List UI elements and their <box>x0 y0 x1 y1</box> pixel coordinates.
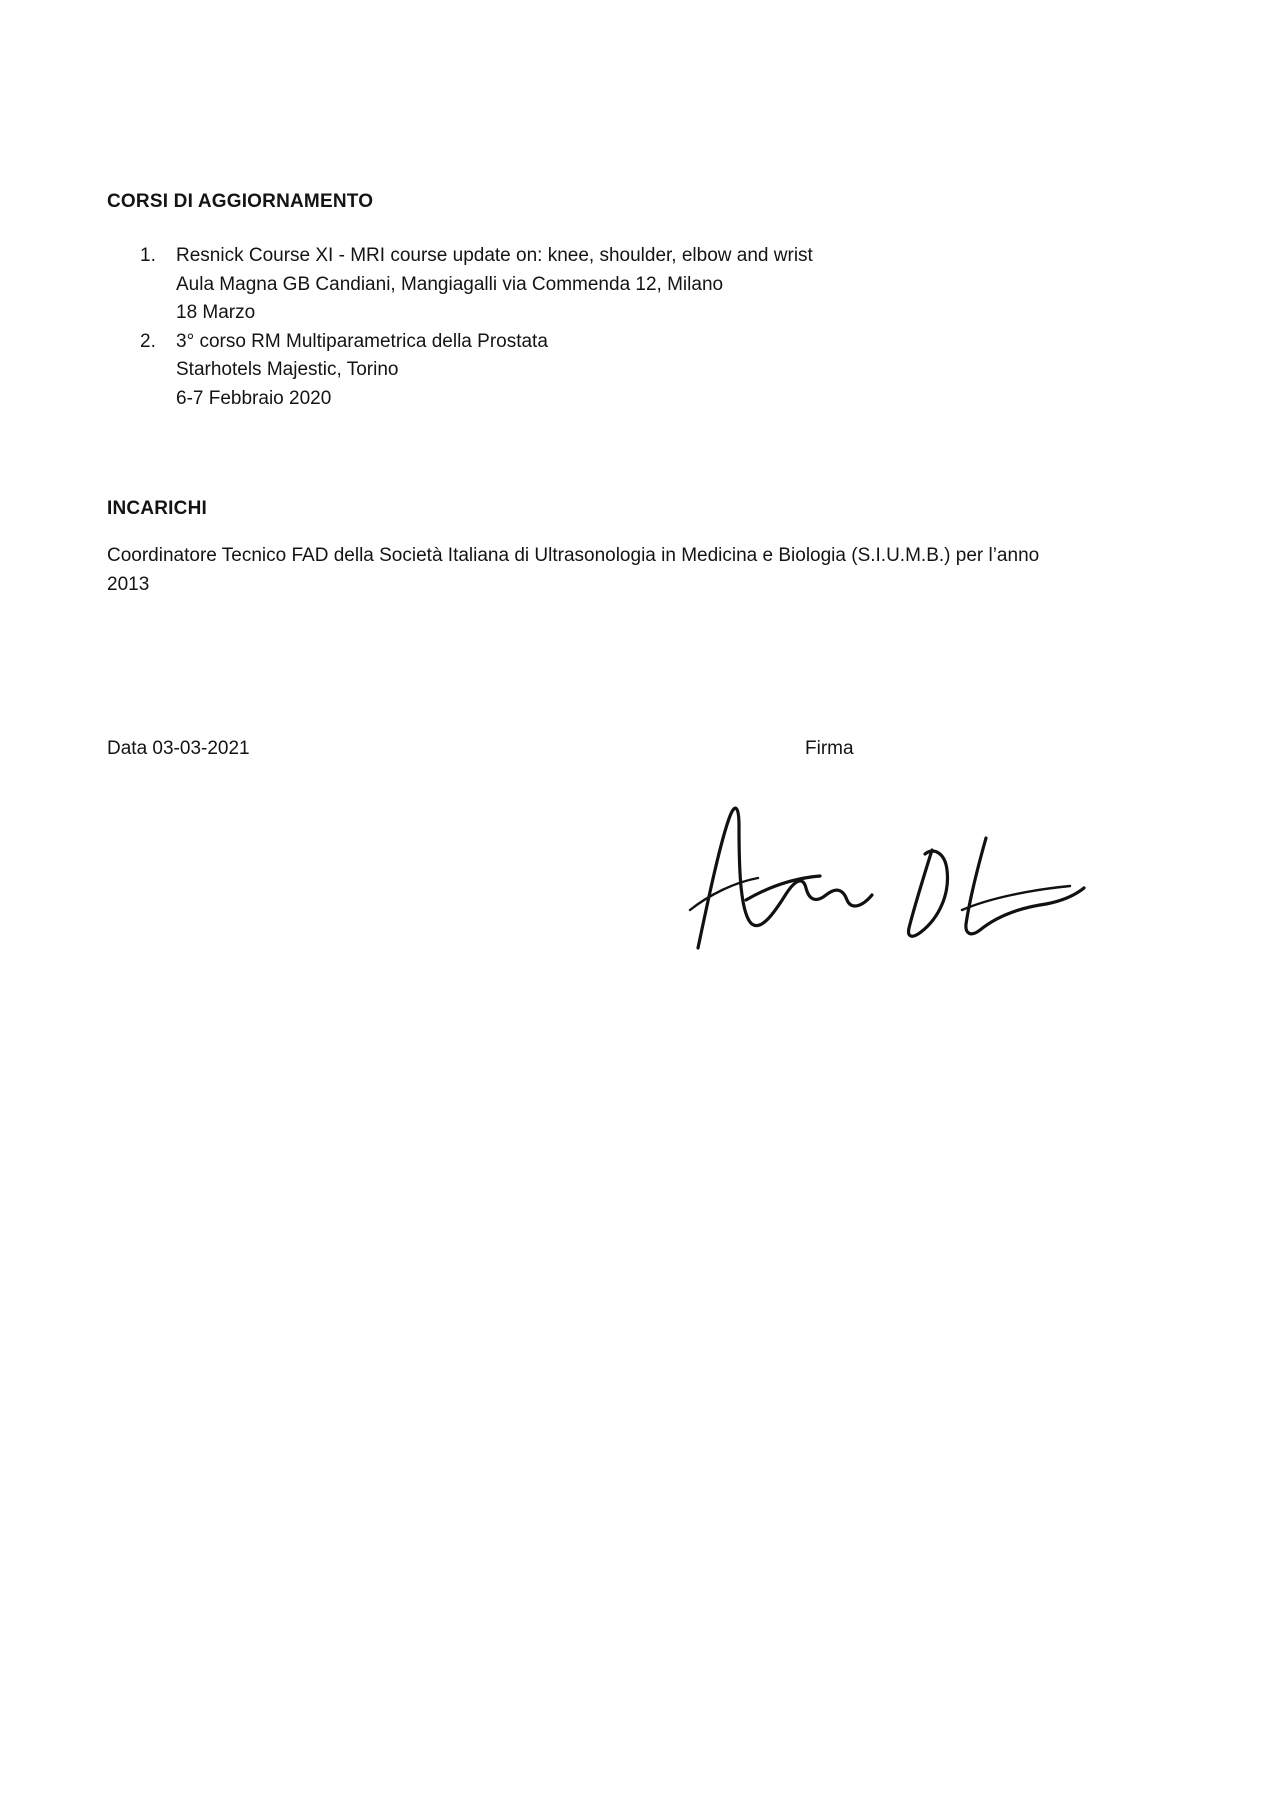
course-venue: Aula Magna GB Candiani, Mangiagalli via Commenda 12, Milano <box>176 273 724 295</box>
incarichi-section-heading: INCARICHI <box>107 498 207 519</box>
courses-list <box>140 242 1120 413</box>
course-date: 6-7 Febbraio 2020 <box>176 387 332 409</box>
list-item-content <box>176 328 1120 414</box>
incarichi-body-text: Coordinatore Tecnico FAD della Società Italiana di Ultrasonologia in Medicina e Biologia (S.I.U.M.B.) per l’anno 2013 <box>107 545 1040 595</box>
course-venue: Starhotels Majestic, Torino <box>176 359 399 380</box>
signature-label: Firma <box>805 738 854 759</box>
course-title: 3° corso RM Multiparametrica della Prostata <box>176 330 548 352</box>
list-item-content <box>176 242 1120 328</box>
courses-section-heading: CORSI DI AGGIORNAMENTO <box>107 191 374 212</box>
date-text: Data 03-03-2021 <box>107 738 250 759</box>
list-item-number: 1. <box>140 245 156 266</box>
list-item-number: 2. <box>140 330 156 352</box>
course-date: 18 Marzo <box>176 302 256 323</box>
signature-image <box>650 790 1090 980</box>
list-item <box>140 328 1120 414</box>
list-item <box>140 242 1120 328</box>
course-title: Resnick Course XI - MRI course update on: knee, shoulder, elbow and wrist <box>176 245 813 266</box>
